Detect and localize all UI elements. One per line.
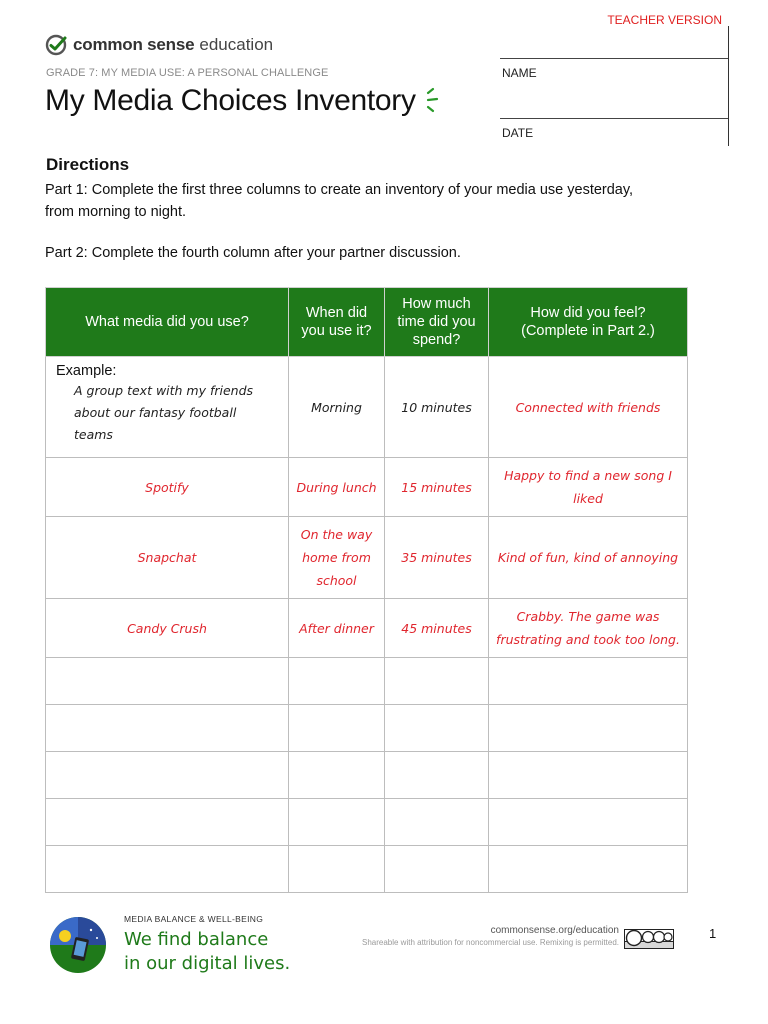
media-cell[interactable]: Snapchat: [46, 517, 289, 599]
directions-part1: Part 1: Complete the first three columns to create an inventory of your media use yesterday, from morning to night.: [45, 182, 634, 220]
time-cell[interactable]: 15 minutes: [385, 458, 489, 517]
page-number: 1: [709, 926, 717, 941]
title-block: [45, 84, 440, 118]
time-cell[interactable]: 45 minutes: [385, 599, 489, 658]
when-cell[interactable]: On the way home from school: [289, 517, 385, 599]
empty-when-cell[interactable]: [289, 752, 385, 799]
example-when-cell[interactable]: Morning: [289, 357, 385, 458]
name-line: [500, 58, 728, 59]
empty-table-row: [46, 752, 688, 799]
table-row: [46, 517, 688, 599]
date-label: DATE: [502, 126, 534, 140]
directions-heading: Directions: [46, 155, 130, 174]
date-line: [500, 118, 728, 119]
empty-feel-cell[interactable]: [489, 799, 688, 846]
media-cell[interactable]: Spotify: [46, 458, 289, 517]
grade-line: GRADE 7: MY MEDIA USE: A PERSONAL CHALLENGE: [46, 67, 329, 79]
empty-media-cell[interactable]: [46, 846, 289, 893]
example-media-text: A group text with my friends about our fantasy football teams: [74, 383, 254, 442]
column-header-feel: How did you feel? (Complete in Part 2.): [489, 288, 688, 357]
empty-when-cell[interactable]: [289, 846, 385, 893]
empty-when-cell[interactable]: [289, 658, 385, 705]
name-date-box: [500, 26, 729, 146]
media-inventory-table: [45, 287, 688, 893]
empty-time-cell[interactable]: [385, 799, 489, 846]
empty-when-cell[interactable]: [289, 705, 385, 752]
example-row: [46, 357, 688, 458]
example-feel-cell[interactable]: Connected with friends: [489, 357, 688, 458]
footer-section-label: MEDIA BALANCE & WELL-BEING: [124, 914, 264, 924]
teacher-version-label: TEACHER VERSION: [607, 13, 722, 27]
empty-media-cell[interactable]: [46, 658, 289, 705]
check-circle-icon: [45, 34, 67, 56]
footer-tagline-line2: in our digital lives.: [124, 953, 291, 974]
brand-logo: [45, 34, 273, 56]
feel-cell[interactable]: Happy to find a new song I liked: [489, 458, 688, 517]
footer-url: commonsense.org/education: [490, 925, 619, 936]
page-title: My Media Choices Inventory: [45, 84, 416, 117]
logo-text-strong: common sense: [73, 35, 195, 54]
creative-commons-icon: [624, 929, 674, 949]
empty-feel-cell[interactable]: [489, 752, 688, 799]
time-cell[interactable]: 35 minutes: [385, 517, 489, 599]
balance-badge-icon: [49, 916, 107, 974]
empty-media-cell[interactable]: [46, 799, 289, 846]
empty-feel-cell[interactable]: [489, 846, 688, 893]
empty-time-cell[interactable]: [385, 846, 489, 893]
example-media-cell[interactable]: [46, 357, 289, 458]
empty-feel-cell[interactable]: [489, 658, 688, 705]
empty-time-cell[interactable]: [385, 658, 489, 705]
example-label: Example:: [56, 363, 117, 379]
footer-tagline: [124, 928, 290, 976]
footer-share-text: Shareable with attribution for noncommercial use. Remixing is permitted.: [361, 938, 619, 947]
example-time-cell[interactable]: 10 minutes: [385, 357, 489, 458]
empty-table-row: [46, 705, 688, 752]
table-row: [46, 458, 688, 517]
sparkle-icon: [424, 87, 440, 115]
table-row: [46, 599, 688, 658]
footer-tagline-line1: We find balance: [124, 929, 269, 950]
empty-media-cell[interactable]: [46, 752, 289, 799]
empty-table-row: [46, 658, 688, 705]
column-header-media: What media did you use?: [46, 288, 289, 357]
empty-time-cell[interactable]: [385, 705, 489, 752]
column-header-when: When did you use it?: [289, 288, 385, 357]
logo-text-light: education: [199, 35, 274, 54]
empty-feel-cell[interactable]: [489, 705, 688, 752]
when-cell[interactable]: After dinner: [289, 599, 385, 658]
directions-part2: Part 2: Complete the fourth column after your partner discussion.: [45, 245, 461, 261]
empty-table-row: [46, 846, 688, 893]
when-cell[interactable]: During lunch: [289, 458, 385, 517]
column-header-time: How much time did you spend?: [385, 288, 489, 357]
name-label: NAME: [502, 66, 537, 80]
table-header-row: [46, 288, 688, 357]
empty-when-cell[interactable]: [289, 799, 385, 846]
feel-cell[interactable]: Kind of fun, kind of annoying: [489, 517, 688, 599]
media-cell[interactable]: Candy Crush: [46, 599, 289, 658]
empty-media-cell[interactable]: [46, 705, 289, 752]
feel-cell[interactable]: Crabby. The game was frustrating and took too long.: [489, 599, 688, 658]
empty-time-cell[interactable]: [385, 752, 489, 799]
empty-table-row: [46, 799, 688, 846]
